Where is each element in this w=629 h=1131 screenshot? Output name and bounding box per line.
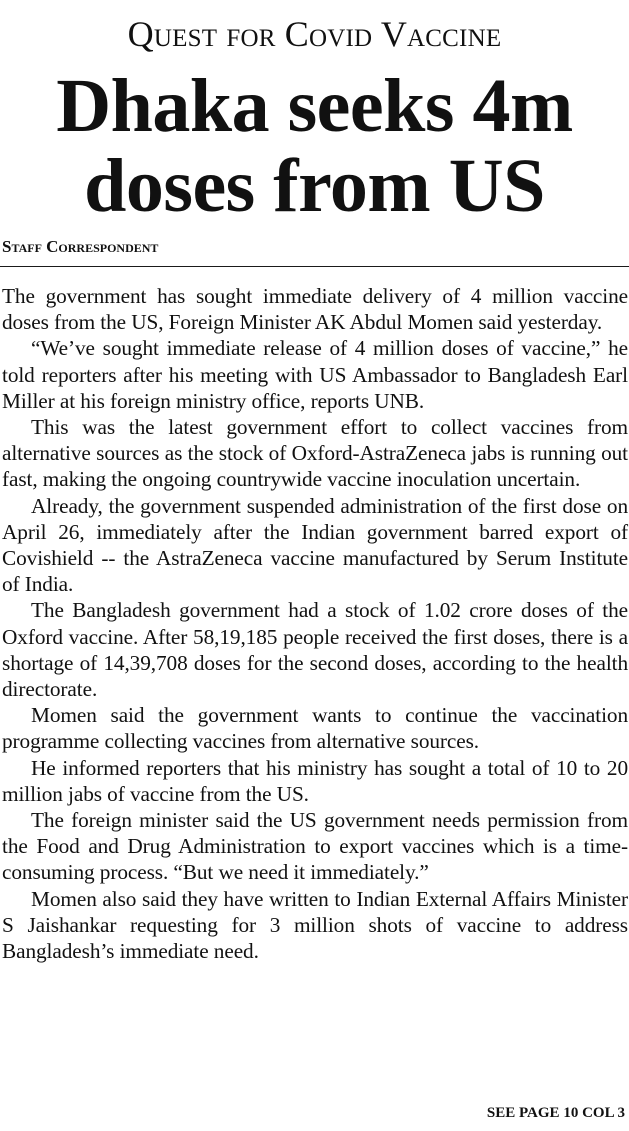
paragraph: The government has sought immediate delivery of 4 million vaccine doses from the US, Foreign Minister AK Abdul Momen said yesterday. — [2, 284, 628, 335]
article-body — [2, 283, 628, 964]
paragraph: Momen said the government wants to continue the vaccination programme collecting vaccines from alternative sources. — [2, 703, 628, 754]
paragraph: The foreign minister said the US government needs permission from the Food and Drug Administration to export vaccines which is a time-consuming process. “But we need it immediately.” — [2, 808, 628, 885]
byline-divider — [0, 266, 629, 267]
paragraph: This was the latest government effort to collect vaccines from alternative sources as the stock of Oxford-AstraZeneca jabs is running out fast, making the ongoing countrywide vaccine inoculation uncertain. — [2, 415, 628, 492]
headline-line-2: doses from US — [84, 144, 545, 228]
continued-on-page: SEE PAGE 10 COL 3 — [486, 1105, 625, 1121]
paragraph: He informed reporters that his ministry has sought a total of 10 to 20 million jabs of vaccine from the US. — [2, 755, 628, 806]
paragraph: “We’ve sought immediate release of 4 million doses of vaccine,” he told reporters after his meeting with US Ambassador to Bangladesh Earl Miller at his foreign ministry office, reports UNB. — [2, 336, 628, 413]
headline — [0, 66, 629, 226]
kicker: Quest for Covid Vaccine — [127, 14, 502, 54]
headline-line-1: Dhaka seeks 4m — [56, 64, 573, 148]
paragraph: The Bangladesh government had a stock of 1.02 crore doses of the Oxford vaccine. After 58,19,185 people received the first doses, there is a shortage of 14,39,708 doses for the second doses, according to the health directorate. — [2, 598, 628, 702]
byline: Staff Correspondent — [2, 237, 159, 256]
paragraph: Momen also said they have written to Indian External Affairs Minister S Jaishankar requesting for 3 million shots of vaccine to address Bangladesh’s immediate need. — [2, 886, 628, 964]
paragraph: Already, the government suspended administration of the first dose on April 26, immediately after the Indian government barred export of Covishield -- the AstraZeneca vaccine manufactured by Serum Institute of India. — [2, 493, 628, 597]
